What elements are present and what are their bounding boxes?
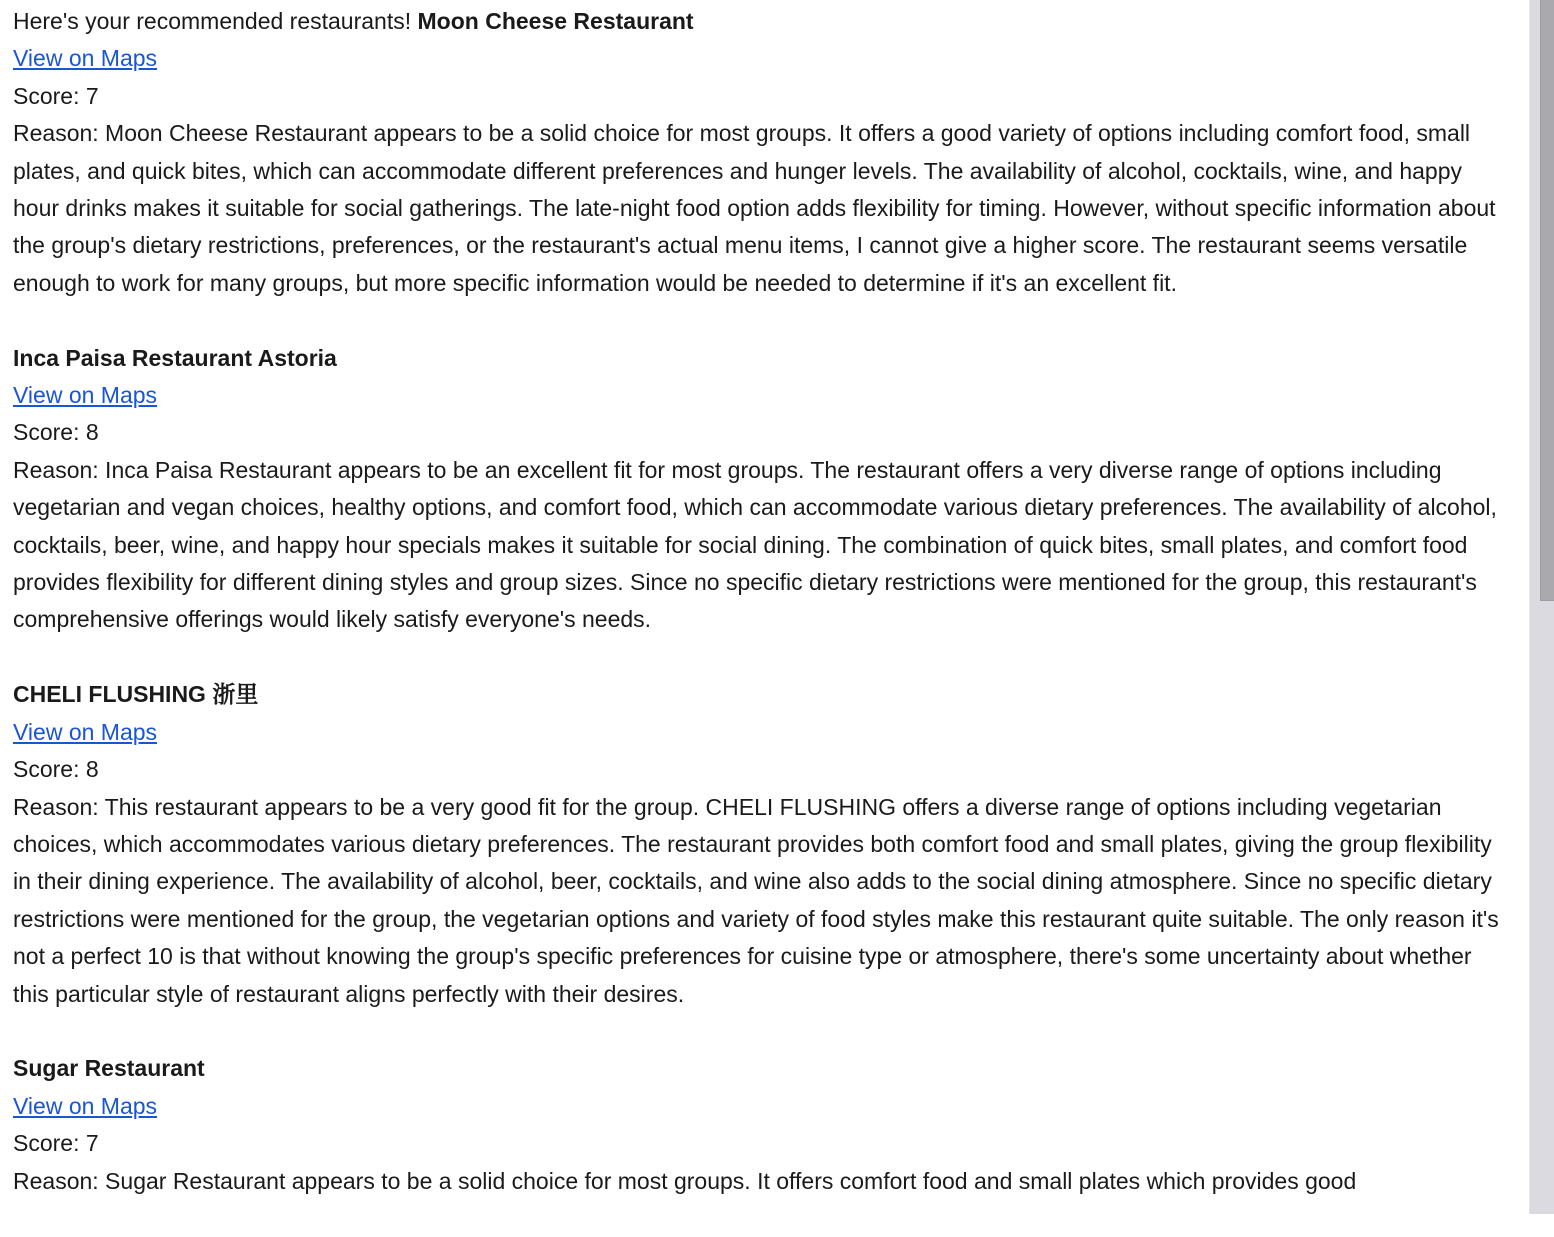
recommendations-content [13,3,1513,1237]
restaurant-reason: Reason: Inca Paisa Restaurant appears to be an excellent fit for most groups. The restaurant offers a very diverse range of options including vegetarian and vegan choices, healthy options, and comfort food, which can accommodate various dietary preferences. The availability of alcohol, cocktails, beer, wine, and happy hour specials makes it suitable for social dining. The combination of quick bites, small plates, and comfort food provides flexibility for different dining styles and group sizes. Since no specific dietary restrictions were mentioned for the group, this restaurant's comprehensive offerings would likely satisfy everyone's needs. [13,456,1497,633]
restaurant-moon-cheese [13,3,1513,302]
restaurant-score: Score: 7 [13,82,99,109]
restaurant-inca-paisa [13,340,1513,639]
restaurant-reason: Reason: Sugar Restaurant appears to be a solid choice for most groups. It offers comfort food and small plates which provides good [13,1167,1357,1194]
restaurant-score: Score: 8 [13,419,99,446]
vertical-scrollbar[interactable] [1529,0,1554,1214]
restaurant-score: Score: 7 [13,1130,99,1157]
restaurant-name: Sugar Restaurant [13,1055,205,1082]
view-on-maps-link[interactable]: View on Maps [13,45,158,72]
view-on-maps-link[interactable]: View on Maps [13,718,158,745]
restaurant-cheli-flushing [13,676,1513,1013]
intro-text: Here's your recommended restaurants! [13,8,418,34]
restaurant-score: Score: 8 [13,756,99,783]
restaurant-reason: Reason: This restaurant appears to be a very good fit for the group. CHELI FLUSHING offers a diverse range of options including vegetarian choices, which accommodates various dietary preferences. The restaurant provides both comfort food and small plates, giving the group flexibility in their dining experience. The availability of alcohol, beer, cocktails, and wine also adds to the social dining atmosphere. Since no specific dietary restrictions were mentioned for the group, the vegetarian options and variety of food styles make this restaurant quite suitable. The only reason it's not a perfect 10 is that without knowing the group's specific preferences for cuisine type or atmosphere, there's some uncertainty about whether this particular style of restaurant aligns perfectly with their desires. [13,793,1499,1007]
view-on-maps-link[interactable]: View on Maps [13,1092,158,1119]
restaurant-name: CHELI FLUSHING 浙里 [13,681,259,708]
view-on-maps-link[interactable]: View on Maps [13,382,158,409]
restaurant-name: Moon Cheese Restaurant [417,8,694,34]
restaurant-name: Inca Paisa Restaurant Astoria [13,344,337,371]
restaurant-reason: Reason: Moon Cheese Restaurant appears to be a solid choice for most groups. It offers a good variety of options including comfort food, small plates, and quick bites, which can accommodate different preferences and hunger levels. The availability of alcohol, cocktails, wine, and happy hour drinks makes it suitable for social gatherings. The late-night food option adds flexibility for timing. However, without specific information about the group's dietary restrictions, preferences, or the restaurant's actual menu items, I cannot give a higher score. The restaurant seems versatile enough to work for many groups, but more specific information would be needed to determine if it's an excellent fit. [13,120,1496,296]
scrollbar-thumb[interactable] [1540,0,1554,601]
restaurant-sugar [13,1050,1513,1200]
